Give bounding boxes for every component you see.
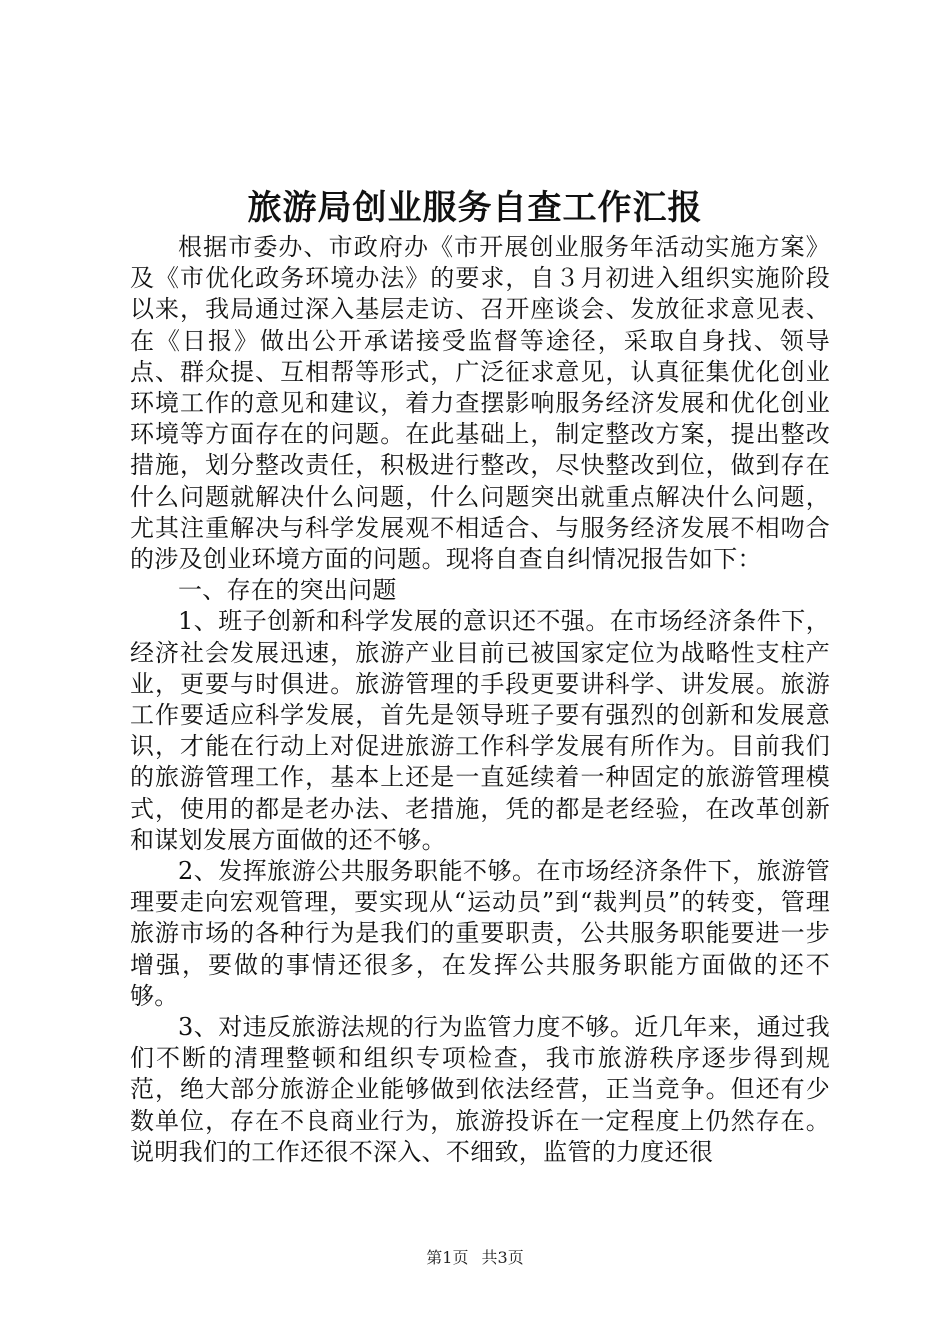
document-title: 旅游局创业服务自查工作汇报 <box>247 188 703 228</box>
page-total: 共3页 <box>481 1248 524 1267</box>
document-body <box>130 232 830 1168</box>
section-heading: 一、存在的突出问题 <box>178 576 397 605</box>
paragraph-item-1: 1、班子创新和科学发展的意识还不强。在市场经济条件下，经济社会发展迅速，旅游产业目前已被国家定位为战略性支柱产业，更要与时俱进。旅游管理的手段更要讲科学、讲发展。旅游工作要适应科学发展，首先是领导班子要有强烈的创新和发展意识，才能在行动上对促进旅游工作科学发展有所作为。目前我们的旅游管理工作，基本上还是一直延续着一种固定的旅游管理模式，使用的都是老办法、老措施，凭的都是老经验，在改革创新和谋划发展方面做的还不够。 <box>130 607 830 854</box>
page-footer <box>0 1248 950 1268</box>
paragraph-item-3: 3、对违反旅游法规的行为监管力度不够。近几年来，通过我们不断的清理整顿和组织专项检查，我市旅游秩序逐步得到规范，绝大部分旅游企业能够做到依法经营，正当竞争。但还有少数单位，存在不良商业行为，旅游投诉在一定程度上仍然存在。说明我们的工作还很不深入、不细致，监管的力度还很 <box>130 1013 830 1166</box>
paragraph-intro: 根据市委办、市政府办《市开展创业服务年活动实施方案》及《市优化政务环境办法》的要求，自３月初进入组织实施阶段以来，我局通过深入基层走访、召开座谈会、发放征求意见表、在《日报》做出公开承诺接受监督等途径，采取自身找、领导点、群众提、互相帮等形式，广泛征求意见，认真征集优化创业环境工作的意见和建议，着力查摆影响服务经济发展和优化创业环境等方面存在的问题。在此基础上，制定整改方案，提出整改措施，划分整改责任，积极进行整改，尽快整改到位，做到存在什么问题就解决什么问题，什么问题突出就重点解决什么问题，尤其注重解决与科学发展观不相适合、与服务经济发展不相吻合的涉及创业环境方面的问题。现将自查自纠情况报告如下： <box>130 233 830 574</box>
page-number: 第1页 <box>426 1248 469 1267</box>
paragraph-item-2: 2、发挥旅游公共服务职能不够。在市场经济条件下，旅游管理要走向宏观管理，要实现从“运动员”到“裁判员”的转变，管理旅游市场的各种行为是我们的重要职责，公共服务职能要进一步增强，要做的事情还很多，在发挥公共服务职能方面做的还不够。 <box>130 857 830 1010</box>
